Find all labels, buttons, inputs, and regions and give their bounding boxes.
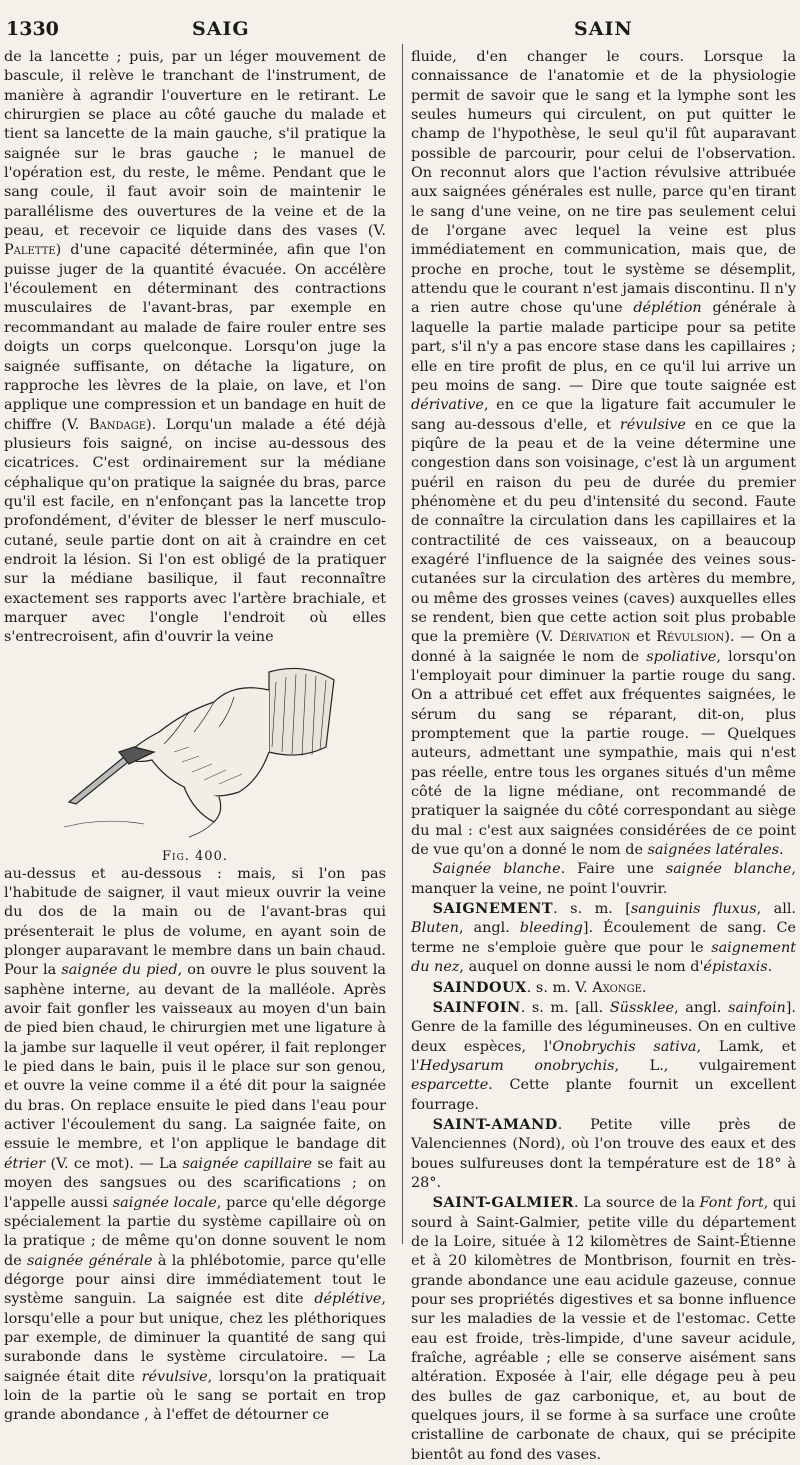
- paragraph: de la lancette ; puis, par un léger mouvement de bascule, il relève le tranchant de l'instrument, de manière à agrandir l'ouverture en le retirant. Le chirurgien se place au côté gauche du malade et tient sa lancette de la main gauche, s'il pratique la saignée sur le bras gauche ; le manuel de l'opération est, du reste, le même. Pendant que le sang coule, il faut avoir soin de maintenir le parallélisme des ouvertures de la veine et de la peau, et recevoir ce liquide dans des vases (V. Palette) d'une capacité déterminée, afin que l'on puisse juger de la quantité évacuée. On accélère l'écoulement en déterminant des contractions musculaires de l'avant-bras, par exemple en recommandant au malade de faire rouler entre ses doigts un corps quelconque. Lorsqu'on juge la saignée suffisante, on détache la ligature, on rapproche les lèvres de la plaie, on lave, et l'on applique une compression et un bandage en huit de chiffre (V. Bandage). Lorqu'un malade a été déjà plusieurs fois saigné, on incise au-dessous des cicatrices. C'est ordinairement sur la médiane céphalique qu'on pratique la saignée du bras, parce qu'il est facile, en n'enfonçant pas la lancette trop profondément, d'éviter de blesser le nerf musculo-cutané, seule partie dont on ait à craindre en cet endroit la lésion. Si l'on est obligé de la pratiquer sur la médiane basilique, il faut reconnaître exactement ses rapports avec l'artère brachiale, et marquer avec l'ongle l'endroit où elles s'entrecroisent, afin d'ouvrir la veine: [4, 49, 386, 646]
- paragraph: Saignée blanche. Faire une saignée blanche, manquer la veine, ne point l'ouvrir.: [411, 861, 796, 897]
- entry-headword: SAINT-AMAND: [432, 1115, 558, 1133]
- page-number: 1330: [6, 18, 59, 40]
- right-column: [411, 48, 796, 1465]
- entry-headword: SAINDOUX: [432, 978, 527, 996]
- dictionary-entry: SAIGNEMENT. s. m. [sanguinis fluxus, all. Bluten, angl. bleeding]. Écoulement de sang. Ce terme ne s'emploie guère que pour le saignement du nez, auquel on donne aussi le nom d'épistaxis.: [411, 900, 797, 976]
- left-column: [4, 48, 386, 1426]
- cross-reference: Révulsion: [656, 629, 725, 646]
- hand-holding-lancet-illustration: [64, 652, 344, 842]
- dictionary-entry: SAINFOIN. s. m. [all. Süssklee, angl. sainfoin]. Genre de la famille des légumineuses. On en cultive deux espèces, l'Onobrychis sativa, Lamk, et l'Hedysarum onobrychis, L., vulgairement esparcette. Cette plante fournit un excellent fourrage.: [411, 998, 796, 1113]
- cross-reference: Bandage: [88, 416, 147, 433]
- paragraph: fluide, d'en changer le cours. Lorsque la connaissance de l'anatomie et de la physiologie permit de savoir que le sang et la lymphe sont les seules humeurs qui circulent, on put quitter le champ de l'hypothèse, le seul qu'il fût auparavant possible de parcourir, pour celui de l'observation. On reconnut alors que l'action révulsive attribuée aux saignées générales est nulle, parce qu'en tirant le sang d'une veine, on ne tire pas seulement celui de l'organe avec lequel la veine est plus immédiatement en communication, mais que, de proche en proche, tout le système se désemplit, attendu que le courant n'est jamais discontinu. Il n'y a rien autre chose qu'une déplétion générale à laquelle la partie malade participe pour sa petite part, s'il n'y a pas encore stase dans les capillaires ; elle en tire profit de plus, en ce qu'il lui arrive un peu moins de sang. — Dire que toute saignée est dérivative, en ce que la ligature fait accumuler le sang au-dessous d'elle, et révulsive en ce que la piqûre de la peau et de la veine détermine une congestion dans son voisinage, c'est là un argument puéril en raison du peu de durée du premier phénomène et du peu d'intensité du second. Faute de connaître la circulation dans les capillaires et la contractilité de ces vaisseaux, on a beaucoup exagéré l'influence de la saignée des veines sous-cutanées sur la circulation des artères du membre, ou même des grosses veines (caves) auxquelles elles se rendent, bien que cette action soit plus probable que la première (V. Dérivation et Révulsion). — On a donné à la saignée le nom de spoliative, lorsqu'on l'employait pour diminuer la partie rouge du sang. On a attribué cet effet aux fréquentes saignées, le sérum du sang se réparant, dit-on, plus promptement que la partie rouge. — Quelques auteurs, admettant une sympathie, mais qui n'est pas réelle, entre tous les organes situés d'un même côté de la ligne médiane, ont recommandé de pratiquer la saignée du côté correspondant au siège du mal : c'est aux saignées considérées de ce point de vue qu'on a donné le nom de saignées latérales.: [411, 49, 797, 859]
- column-divider: [402, 44, 403, 1244]
- cross-reference: Axonge: [592, 979, 642, 996]
- dictionary-entry: SAINT-GALMIER. La source de la Font fort, qui sourd à Saint-Galmier, petite ville du département de la Loire, située à 12 kilomètres de Saint-Étienne et à 20 kilomètres de Montbrison, fournit en très-grande abondance une eau acidule gazeuse, connue pour ses propriétés digestives et sa bonne influence sur les maladies de la vessie et de l'estomac. Cette eau est froide, très-limpide, d'une saveur acidule, fraîche, agréable ; elle se conserve aisément sans altération. Exposée à l'air, elle dégage peu à peu des bulles de gaz carbonique, et, au bout de quelques jours, il se forme à sa surface une croûte cristalline de carbonate de chaux, qui se précipite bientôt au fond des vases.: [411, 1194, 797, 1463]
- running-head-left: SAIG: [192, 18, 250, 40]
- cross-reference: Dérivation: [559, 629, 631, 646]
- cross-reference: Palette: [4, 242, 56, 259]
- entry-headword: SAINT-GALMIER: [432, 1194, 574, 1212]
- dictionary-entry: SAINDOUX. s. m. V. Axonge.: [432, 978, 647, 996]
- page-header: [0, 6, 800, 44]
- paragraph: au-dessus et au-dessous : mais, si l'on pas l'habitude de saigner, il vaut mieux ouvrir la veine du dos de la main ou de l'avant-bras qui présenterait le plus de volume, en ayant soin de plonger auparavant le membre dans un bain chaud. Pour la saignée du pied, on ouvre le plus souvent la saphène interne, au devant de la malléole. Après avoir fait gonfler les vaisseaux au moyen d'un bain de pied bien chaud, le chirurgien met une ligature à la jambe sur laquelle il veut opérer, il fait replonger le pied dans le bain, puis il le place sur son genou, et ouvre la veine comme il a été dit pour la saignée du bras. On replace ensuite le pied dans l'eau pour activer l'écoulement du sang. La saignée faite, on essuie le membre, et l'on applique le bandage dit étrier (V. ce mot). — La saignée capillaire se fait au moyen des sangsues ou des scarifications ; on l'appelle aussi saignée locale, parce qu'elle dégorge spécialement la partie du système capillaire où on la pratique ; de même qu'on donne souvent le nom de saignée générale à la phlébotomie, parce qu'elle dégorge pour ainsi dire immédiatement tout le système sanguin. La saignée est dite déplétive, lorsqu'elle a pour but unique, chez les pléthoriques par exemple, de diminuer la quantité de sang qui surabonde dans le système circulatoire. — La saignée était dite révulsive, lorsqu'on la pratiquait loin de la partie où le sang se portait en trop grande abondance , à l'effet de détourner ce: [4, 865, 387, 1424]
- running-head-right: SAIN: [574, 18, 633, 40]
- entry-headword: SAIGNEMENT: [432, 900, 554, 918]
- figure-caption: Fig. 400.: [162, 849, 228, 865]
- entry-headword: SAINFOIN: [432, 998, 521, 1016]
- figure-400: [4, 652, 386, 865]
- dictionary-entry: SAINT-AMAND. Petite ville près de Valenciennes (Nord), où l'on trouve des eaux et des boues sulfureuses dont la température est de 18° à 28°.: [411, 1115, 796, 1191]
